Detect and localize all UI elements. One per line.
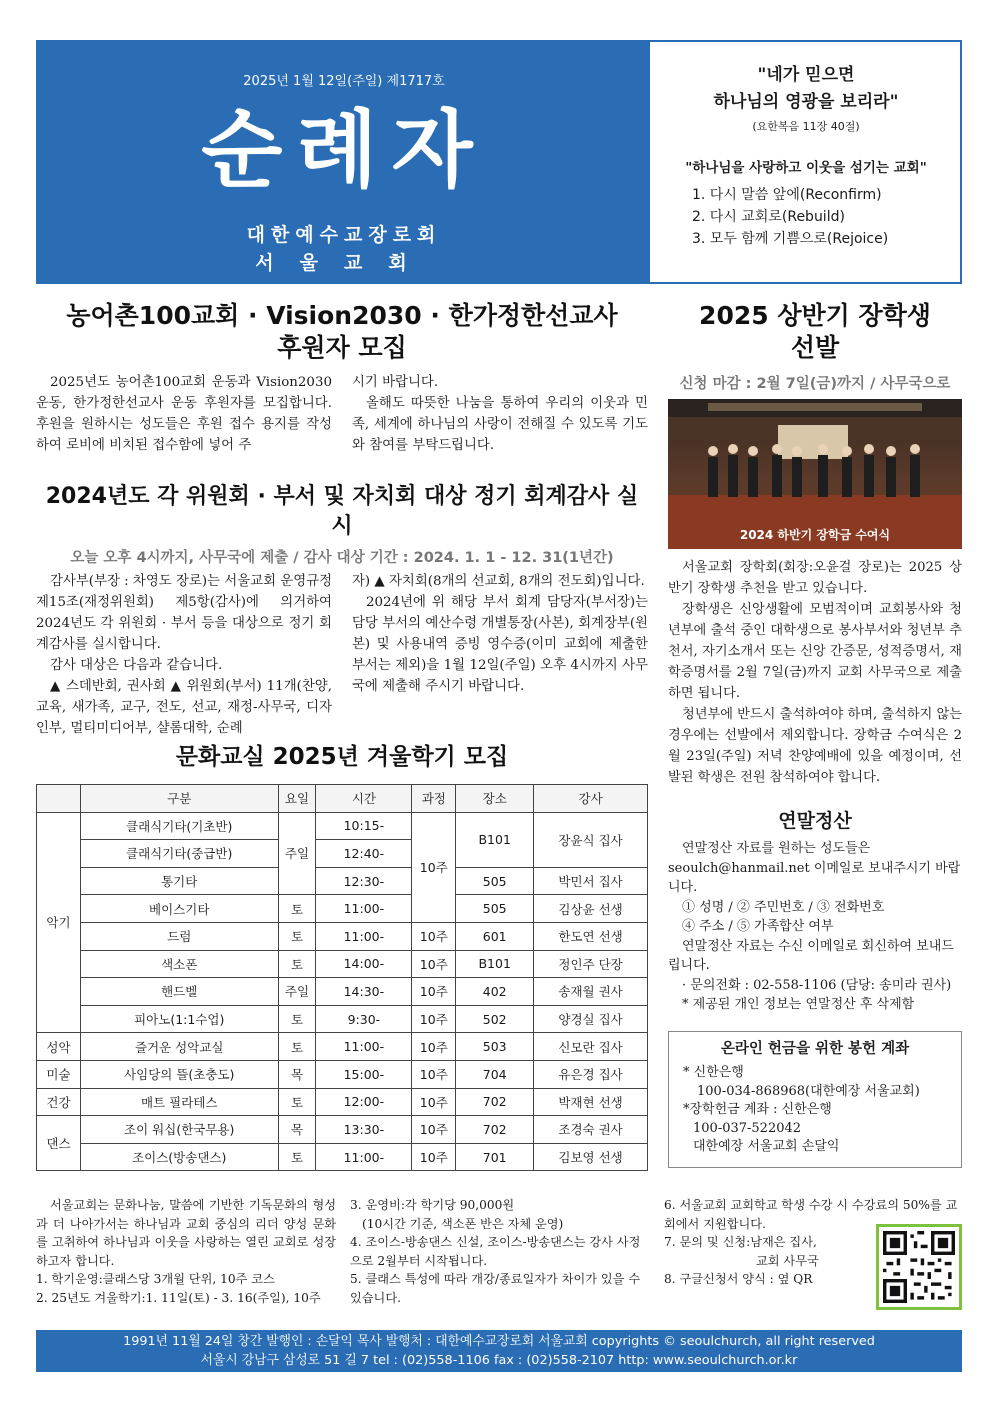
teacher-cell: 유은경 집사 xyxy=(534,1060,648,1088)
table-row xyxy=(37,867,648,895)
day-cell: 목 xyxy=(278,1116,316,1144)
category-cell: 악기 xyxy=(37,812,81,1033)
issue-line: 2025년 1월 12일(주일) 제1717호 xyxy=(243,74,445,89)
church-denomination: 대한예수교장로회 xyxy=(246,224,442,246)
teacher-cell: 박민서 집사 xyxy=(534,867,648,895)
article-text: ▲ 스데반회, 권사회 ▲ 위원회(부서) 11개(찬양, 교육, 새가족, 교구, 전도, 선교, 재정-사무국, 디자인부, 멀티미디어부, 샬롬대학, 순례 xyxy=(36,679,332,736)
category-cell: 건강 xyxy=(37,1088,81,1116)
account-line: *장학헌금 계좌 : 신한은행 xyxy=(683,1102,832,1117)
time-cell: 9:30- xyxy=(316,1005,412,1033)
verse-reference: (요한복음 11장 40절) xyxy=(752,120,860,133)
class-cell: 매트 필라테스 xyxy=(80,1088,278,1116)
article-text: 감사부(부장 : 차영도 장로)는 서울교회 운영규정 제15조(재정위원회) 제5항(감사)에 의거하여 2024년도 각 위원회 · 부서 등을 대상으로 정기 회계감사를 실시합니다. xyxy=(36,574,333,652)
day-cell: 주일 xyxy=(278,978,316,1006)
table-row xyxy=(37,1005,648,1033)
column-header: 요일 xyxy=(278,785,316,813)
teacher-cell: 박재현 선생 xyxy=(534,1088,648,1116)
article-supporters xyxy=(36,300,648,456)
time-cell: 12:40- xyxy=(316,840,412,868)
place-cell: 704 xyxy=(456,1060,534,1088)
teacher-cell: 조경숙 권사 xyxy=(534,1116,648,1144)
article-audit xyxy=(36,482,648,739)
class-note: 1. 학기운영:클래스당 3개월 단위, 10주 코스 xyxy=(36,1272,275,1286)
class-cell: 색소폰 xyxy=(80,950,278,978)
section-title: 온라인 헌금을 위한 봉헌 계좌 xyxy=(720,1040,910,1057)
table-row xyxy=(37,950,648,978)
class-note: 7. 문의 및 신청:남재은 집사, xyxy=(664,1235,817,1249)
class-note: 4. 조이스-방송댄스 신설, 조이스-방송댄스는 강사 사정으로 2월부터 시작됩니다. xyxy=(350,1235,641,1268)
verse-line-1: "네가 믿으면 xyxy=(757,65,855,85)
day-cell: 토 xyxy=(278,922,316,950)
newsletter-title: 순례자 xyxy=(201,101,487,199)
teacher-cell: 김보영 선생 xyxy=(534,1143,648,1171)
class-cell: 즐거운 성악교실 xyxy=(80,1033,278,1061)
category-cell: 미술 xyxy=(37,1060,81,1088)
table-row xyxy=(37,1116,648,1144)
article-text: 2024년에 위 해당 부서 회계 담당자(부서장)는 담당 부서의 예산수령 개별통장(사본), 회계장부(원본) 및 사용내역 증빙 영수증(이미 교회에 제출한 부서는 제외)을 1월 12일(주일) 오후 4시까지 사무국에 제출해 주시기 바랍니다. xyxy=(352,595,648,694)
column-header: 구분 xyxy=(80,785,278,813)
class-note: 5. 클래스 특성에 따라 개강/종료일자가 차이가 있을 수 있습니다. xyxy=(350,1272,641,1305)
course-cell: 10주 xyxy=(412,978,456,1006)
table-row xyxy=(37,922,648,950)
place-cell: 702 xyxy=(456,1116,534,1144)
time-cell: 11:00- xyxy=(316,1033,412,1061)
masthead xyxy=(36,40,962,284)
article-text: 올해도 따뜻한 나눔을 통하여 우리의 이웃과 민족, 세계에 하나님의 사랑이 전해질 수 있도록 기도와 참여를 부탁드립니다. xyxy=(352,396,648,453)
column-header: 과정 xyxy=(412,785,456,813)
class-note: (10시간 기준, 색소폰 반은 자체 운영) xyxy=(362,1216,564,1231)
teacher-cell: 한도연 선생 xyxy=(534,922,648,950)
class-notes xyxy=(36,1196,962,1307)
photo-caption: 2024 하반기 장학금 수여식 xyxy=(739,528,891,542)
column-header: 장소 xyxy=(456,785,534,813)
class-cell: 클래식기타(중급반) xyxy=(80,840,278,868)
time-cell: 10:15- xyxy=(316,812,412,840)
teacher-cell: 김상윤 선생 xyxy=(534,895,648,923)
course-cell: 10주 xyxy=(412,1088,456,1116)
qr-code-icon xyxy=(883,1231,955,1303)
article-text: 자) ▲ 자치회(8개의 선교회, 8개의 전도회)입니다. xyxy=(352,574,645,589)
table-row xyxy=(37,895,648,923)
day-cell: 목 xyxy=(278,1060,316,1088)
table-row xyxy=(37,978,648,1006)
teacher-cell: 정인주 단장 xyxy=(534,950,648,978)
scholarship-ceremony-photo xyxy=(668,399,962,549)
table-row xyxy=(37,1033,648,1061)
course-cell: 10주 xyxy=(412,922,456,950)
place-cell: 402 xyxy=(456,978,534,1006)
place-cell: B101 xyxy=(456,950,534,978)
course-cell: 10주 xyxy=(412,1033,456,1061)
table-row xyxy=(37,1143,648,1171)
yearend-text: 연말정산 자료를 원하는 성도들은 seoulch@hanmail.net 이메일로 보내주시기 바랍니다. xyxy=(668,841,961,895)
account-line: 100-037-522042 xyxy=(693,1120,802,1136)
teacher-cell: 신모란 집사 xyxy=(534,1033,648,1061)
course-cell: 10주 xyxy=(412,1060,456,1088)
yearend-text: ④ 주소 / ⑤ 가족합산 여부 xyxy=(682,919,834,934)
time-cell: 11:00- xyxy=(316,895,412,923)
course-cell: 10주 xyxy=(412,812,456,922)
article-text: 감사 대상은 다음과 같습니다. xyxy=(50,658,223,673)
scholarship-deadline: 신청 마감 : 2월 7일(금)까지 / 사무국으로 xyxy=(679,376,951,392)
table-header-row xyxy=(37,785,648,813)
article-title: 문화교실 2025년 겨울학기 모집 xyxy=(175,744,509,770)
course-cell: 10주 xyxy=(412,1116,456,1144)
course-cell: 10주 xyxy=(412,950,456,978)
article-title: 2024년도 각 위원회 · 부서 및 자치회 대상 정기 회계감사 실시 xyxy=(45,484,639,539)
section-title: 연말정산 xyxy=(778,810,852,832)
day-cell: 토 xyxy=(278,1088,316,1116)
right-column xyxy=(668,300,962,1168)
day-cell: 토 xyxy=(278,950,316,978)
yearend-text: ① 성명 / ② 주민번호 / ③ 전화번호 xyxy=(682,899,885,915)
time-cell: 11:00- xyxy=(316,1143,412,1171)
class-cell: 베이스기타 xyxy=(80,895,278,923)
goals-list xyxy=(692,184,960,250)
class-intro: 서울교회는 문화나눔, 말씀에 기반한 기독문화의 형성과 더 나아가서는 하나님과 교회 중심의 리더 양성 문화를 고취하여 하나님과 이웃을 사랑하는 열린 교회로 성장하고자 합니다. xyxy=(36,1198,336,1268)
qr-code[interactable] xyxy=(876,1224,962,1310)
class-cell: 드럼 xyxy=(80,922,278,950)
article-text: 장학생은 신앙생활에 모범적이며 교회봉사와 청년부에 출석 중인 대학생으로 봉사부서와 청년부 추천서, 자기소개서 또는 신앙 간증문, 성적증명서, 재학증명서를 2월 7일(금)까지 교회 사무국으로 제출하면 됩니다. xyxy=(668,602,962,701)
time-cell: 14:30- xyxy=(316,978,412,1006)
account-line: 대한예장 서울교회 손달익 xyxy=(693,1139,840,1154)
day-cell: 토 xyxy=(278,1005,316,1033)
place-cell: 505 xyxy=(456,895,534,923)
class-note: 2. 25년도 겨울학기:1. 11일(토) - 3. 16(주일), 10주 xyxy=(36,1290,321,1305)
place-cell: B101 xyxy=(456,812,534,867)
offering-account-box xyxy=(668,1031,962,1168)
teacher-cell: 양경실 집사 xyxy=(534,1005,648,1033)
church-name: 서울교회 xyxy=(255,252,433,274)
day-cell: 토 xyxy=(278,1143,316,1171)
scholarship-title xyxy=(668,300,962,364)
article-culture-class xyxy=(36,742,648,1171)
church-motto: "하나님을 사랑하고 이웃을 섬기는 교회" xyxy=(685,160,927,176)
article-text: 서울교회 장학회(회장:오윤걸 장로)는 2025 상반기 장학생 추천을 받고 있습니다. xyxy=(668,560,962,596)
article-text: 2025년도 농어촌100교회 운동과 Vision2030 운동, 한가정한선교사 운동 후원자를 모집합니다. 후원을 원하시는 성도들은 후원 접수 용지를 작성하여 로비에 비치된 접수함에 넣어 주 xyxy=(36,375,332,453)
verse-line-2: 하나님의 영광을 보리라" xyxy=(713,92,899,112)
place-cell: 702 xyxy=(456,1088,534,1116)
teacher-cell: 장윤식 집사 xyxy=(534,812,648,867)
class-note: 3. 운영비:각 학기당 90,000원 xyxy=(350,1198,515,1212)
class-cell: 조이 워십(한국무용) xyxy=(80,1116,278,1144)
category-cell: 댄스 xyxy=(37,1116,81,1171)
class-note: 교회 사무국 xyxy=(756,1253,819,1268)
article-subtitle: 오늘 오후 4시까지, 사무국에 제출 / 감사 대상 기간 : 2024. 1. 1 - 12. 31(1년간) xyxy=(70,550,614,566)
column-header: 시간 xyxy=(316,785,412,813)
title-line: 후원자 모집 xyxy=(277,333,407,362)
title-line: 농어촌100교회 · Vision2030 · 한가정한선교사 xyxy=(66,301,618,330)
day-cell: 토 xyxy=(278,1033,316,1061)
goal-item: 1. 다시 말씀 앞에(Reconfirm) xyxy=(692,187,882,203)
title-line: 2025 상반기 장학생 xyxy=(699,301,931,330)
title-line: 선발 xyxy=(790,333,840,362)
footer-contact: 서울시 강남구 삼성로 51 길 7 tel : (02)558-1106 fax : (02)558-2107 http: www.seoulchurch.or.kr xyxy=(200,1353,798,1368)
place-cell: 503 xyxy=(456,1033,534,1061)
day-cell: 토 xyxy=(278,895,316,923)
table-row xyxy=(37,1088,648,1116)
footer-publisher: 1991년 11월 24일 창간 발행인 : 손달익 목사 발행처 : 대한예수교장로회 서울교회 copyrights © seoulchurch, all right reserved xyxy=(123,1334,875,1349)
table-row xyxy=(37,812,648,840)
class-cell: 피아노(1:1수업) xyxy=(80,1005,278,1033)
teacher-cell: 송재월 권사 xyxy=(534,978,648,1006)
goal-item: 3. 모두 함께 기쁨으로(Rejoice) xyxy=(692,231,889,247)
time-cell: 15:00- xyxy=(316,1060,412,1088)
yearend-privacy-note: * 제공된 개인 정보는 연말정산 후 삭제함 xyxy=(682,997,915,1012)
time-cell: 12:30- xyxy=(316,867,412,895)
time-cell: 11:00- xyxy=(316,922,412,950)
class-cell: 조이스(방송댄스) xyxy=(80,1143,278,1171)
table-row xyxy=(37,1060,648,1088)
place-cell: 601 xyxy=(456,922,534,950)
place-cell: 502 xyxy=(456,1005,534,1033)
yearend-tax-section xyxy=(668,806,962,1015)
course-cell: 10주 xyxy=(412,1143,456,1171)
class-cell: 핸드벨 xyxy=(80,978,278,1006)
course-cell: 10주 xyxy=(412,1005,456,1033)
place-cell: 505 xyxy=(456,867,534,895)
time-cell: 14:00- xyxy=(316,950,412,978)
article-title xyxy=(36,300,648,364)
class-note: 8. 구글신청서 양식 : 옆 QR xyxy=(664,1272,813,1286)
class-cell: 통기타 xyxy=(80,867,278,895)
column-header xyxy=(37,785,81,813)
column-header: 강사 xyxy=(534,785,648,813)
time-cell: 12:00- xyxy=(316,1088,412,1116)
motto-box xyxy=(652,42,960,282)
class-cell: 클래식기타(기초반) xyxy=(80,812,278,840)
account-line: 100-034-868968(대한예장 서울교회) xyxy=(697,1083,920,1099)
yearend-contact: · 문의전화 : 02-558-1106 (담당: 송미라 권사) xyxy=(682,977,952,993)
brand-block xyxy=(38,42,650,282)
place-cell: 701 xyxy=(456,1143,534,1171)
time-cell: 13:30- xyxy=(316,1116,412,1144)
article-text: 시기 바랍니다. xyxy=(352,375,439,390)
class-cell: 사임당의 뜰(초충도) xyxy=(80,1060,278,1088)
article-text: 청년부에 반드시 출석하여야 하며, 출석하지 않는 경우에는 선발에서 제외합니다. 장학금 수여식은 2월 23일(주일) 저녁 찬양예배에 있을 예정이며, 선발된 학생은 전원 참석하여야 합니다. xyxy=(668,707,962,785)
class-note: 6. 서울교회 교회학교 학생 수강 시 수강료의 50%를 교회에서 지원합니다. xyxy=(664,1198,958,1231)
category-cell: 성악 xyxy=(37,1033,81,1061)
class-schedule-table xyxy=(36,784,648,1171)
footer xyxy=(36,1330,962,1372)
yearend-text: 연말정산 자료는 수신 이메일로 회신하여 보내드립니다. xyxy=(668,938,954,973)
account-line: * 신한은행 xyxy=(683,1065,744,1080)
day-cell: 주일 xyxy=(278,812,316,895)
goal-item: 2. 다시 교회로(Rebuild) xyxy=(692,209,845,225)
